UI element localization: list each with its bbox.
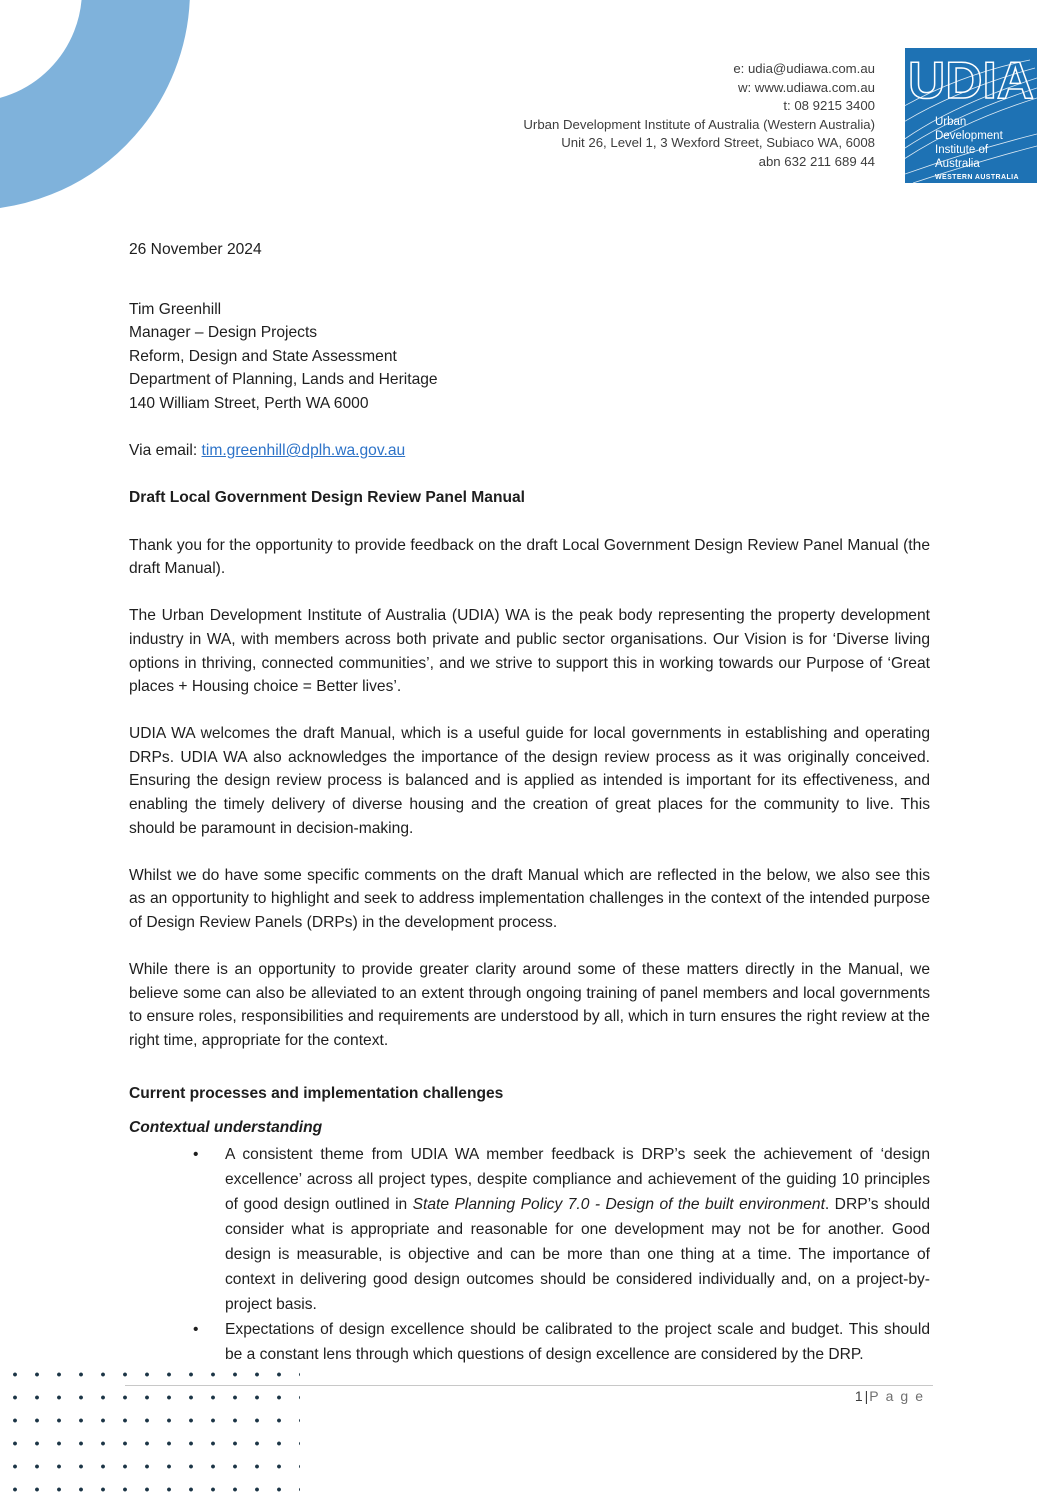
logo-acronym: UDIA: [908, 52, 1034, 110]
corner-arc-decoration: [0, 0, 190, 210]
bullet-italic-text: State Planning Policy 7.0 - Design of the built environment: [412, 1195, 825, 1213]
bullet-text: A consistent theme from UDIA WA member feedback is DRP’s seek the achievement of ‘design excellence’ across all project types, despite compliance and achievement of the guiding 10 principles of good design outlined in: [225, 1145, 930, 1213]
logo-name-line: Urban: [935, 116, 967, 128]
contact-email: e: udia@udiawa.com.au: [733, 61, 875, 76]
paragraph: UDIA WA welcomes the draft Manual, which is a useful guide for local governments in establishing and operating DRPs. UDIA WA also acknowledges the importance of the design review process as it was originally conceived. Ensuring the design review process is balanced and is applied as intended is important for its effectiveness, and enabling the timely delivery of diverse housing and the creation of great places for the community to live. This should be paramount in decision-making.: [129, 725, 930, 837]
subsection-heading: Contextual understanding: [129, 1119, 323, 1137]
page-number-separator: |: [864, 1388, 869, 1404]
bullet-list: [129, 1142, 930, 1367]
dot-grid-decoration: [4, 1363, 300, 1497]
udia-logo: [905, 48, 1037, 183]
recipient-email-link[interactable]: tim.greenhill@dplh.wa.gov.au: [201, 442, 406, 460]
paragraph: Whilst we do have some specific comments on the draft Manual which are reflected in the below, we also see this as an opportunity to highlight and seek to address implementation challenges in the context of the intended purpose of Design Review Panels (DRPs) in the development process.: [129, 866, 930, 932]
paragraph: While there is an opportunity to provide greater clarity around some of these matters directly in the Manual, we believe some can also be alleviated to an extent through ongoing training of panel members and local governments to ensure roles, responsibilities and requirements are understood by all, which in turn ensures the right review at the right time, appropriate for the context.: [129, 961, 930, 1049]
logo-name-line: Australia: [935, 158, 980, 170]
recipient-line: Department of Planning, Lands and Heritage: [129, 371, 438, 389]
section-heading: Current processes and implementation challenges: [129, 1084, 504, 1102]
contact-organisation: Urban Development Institute of Australia (Western Australia): [523, 116, 875, 132]
letter-body: [129, 238, 930, 1367]
recipient-line: Tim Greenhill: [129, 300, 222, 318]
paragraph: The Urban Development Institute of Australia (UDIA) WA is the peak body representing the property development industry in WA, with members across both private and public sector organisations. Our Vision is for ‘Diverse living options in thriving, connected communities’, and we strive to support this in working towards our Purpose of ‘Great places + Housing choice = Better lives’.: [129, 607, 930, 696]
udia-logo-icon: [905, 48, 1037, 183]
header-contact-block: [523, 60, 875, 172]
letter-subject: Draft Local Government Design Review Panel Manual: [129, 489, 526, 507]
page-label: Page: [869, 1388, 930, 1404]
logo-name-line: Development: [935, 130, 1003, 142]
contact-website: w: www.udiawa.com.au: [737, 79, 875, 95]
letter-date: 26 November 2024: [129, 241, 262, 258]
contact-abn: abn 632 211 689 44: [758, 153, 875, 169]
page-number: [855, 1388, 930, 1404]
logo-region-label: WESTERN AUSTRALIA: [935, 174, 1019, 181]
page-number-value: 1: [854, 1388, 863, 1404]
recipient-block: [129, 298, 930, 416]
recipient-line: 140 William Street, Perth WA 6000: [129, 394, 369, 412]
bullet-text: . DRP’s should consider what is appropriate and reasonable for one development may not be for another. Good design is measurable, is objective and can be more than one thing at a time. The importance of context in delivering good design outcomes should be considered individually and, on a project-by-project basis.: [225, 1195, 930, 1313]
via-email-line: [129, 439, 930, 463]
recipient-line: Reform, Design and State Assessment: [129, 347, 397, 365]
via-email-label: Via email:: [129, 442, 202, 460]
contact-address: Unit 26, Level 1, 3 Wexford Street, Subiaco WA, 6008: [561, 135, 875, 151]
paragraph: Thank you for the opportunity to provide feedback on the draft Local Government Design Review Panel Manual (the draft Manual).: [129, 536, 930, 578]
bullet-item: [129, 1142, 930, 1317]
logo-name-line: Institute of: [935, 144, 989, 156]
contact-phone: t: 08 9215 3400: [783, 98, 875, 114]
bullet-item: [129, 1317, 930, 1367]
recipient-line: Manager – Design Projects: [129, 324, 318, 342]
bullet-text: Expectations of design excellence should be calibrated to the project scale and budget. This should be a constant lens through which questions of design excellence are considered by the DRP.: [225, 1320, 930, 1363]
